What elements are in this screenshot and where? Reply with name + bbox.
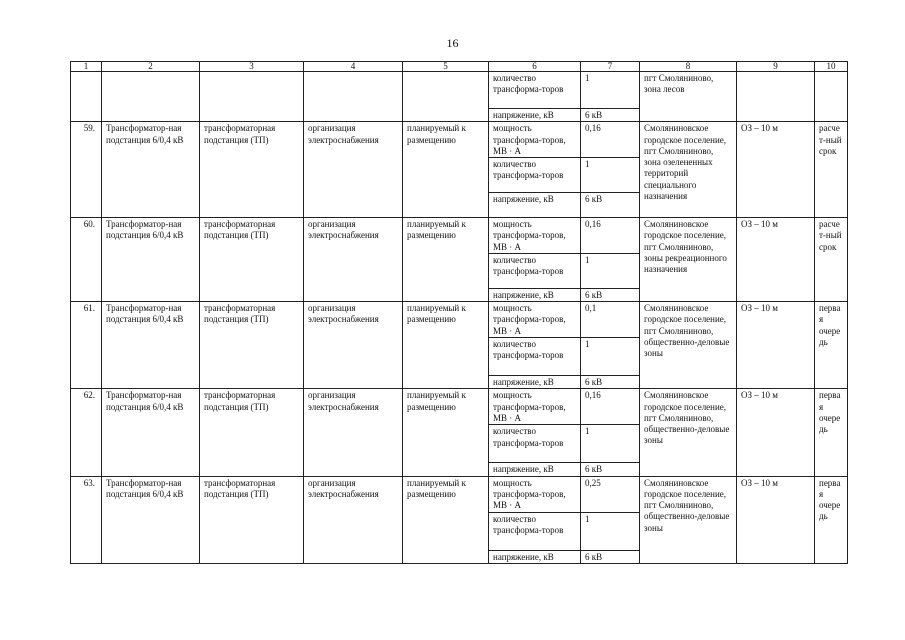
cell-purpose: организация электроснабжения — [304, 218, 403, 302]
cell-status: планируемый к размещению — [403, 218, 489, 302]
table-row — [71, 122, 848, 158]
cell-zone: ОЗ – 10 м — [737, 302, 815, 389]
cell-status: планируемый к размещению — [403, 389, 489, 476]
cell-purpose: организация электроснабжения — [304, 122, 403, 218]
param-label: напряжение, кВ — [489, 288, 581, 301]
cell-type: трансформаторная подстанция (ТП) — [200, 122, 304, 218]
param-label: напряжение, кВ — [489, 109, 581, 122]
cell-num: 61. — [71, 302, 102, 389]
cell-name — [102, 72, 200, 122]
cell-type: трансформаторная подстанция (ТП) — [200, 476, 304, 563]
param-value: 1 — [581, 72, 640, 109]
cell-term: первая очередь — [815, 302, 848, 389]
param-value: 0,16 — [581, 389, 640, 425]
cell-location: Смоляниновское городское поселение, пгт Смоляниново, общественно-деловые зоны — [640, 302, 737, 389]
cell-status: планируемый к размещению — [403, 302, 489, 389]
cell-type — [200, 72, 304, 122]
cell-term: расчет-ный срок — [815, 218, 848, 302]
cell-num: 60. — [71, 218, 102, 302]
table-row — [71, 72, 848, 109]
table-row — [71, 476, 848, 512]
cell-zone: ОЗ – 10 м — [737, 389, 815, 476]
cell-num: 63. — [71, 476, 102, 563]
cell-term: первая очередь — [815, 389, 848, 476]
cell-num: 62. — [71, 389, 102, 476]
param-value: 6 кВ — [581, 550, 640, 563]
page-number: 16 — [446, 36, 459, 50]
column-number: 1 — [71, 62, 102, 72]
param-value: 1 — [581, 425, 640, 463]
cell-zone: ОЗ – 10 м — [737, 122, 815, 218]
cell-term — [815, 72, 848, 122]
cell-name: Трансформатор-ная подстанция 6/0,4 кВ — [102, 302, 200, 389]
cell-location: пгт Смоляниново, зона лесов — [640, 72, 737, 122]
column-number: 5 — [403, 62, 489, 72]
cell-type: трансформаторная подстанция (ТП) — [200, 302, 304, 389]
cell-num: 59. — [71, 122, 102, 218]
column-number: 4 — [304, 62, 403, 72]
cell-name: Трансформатор-ная подстанция 6/0,4 кВ — [102, 389, 200, 476]
param-label: мощность трансформа-торов, МВ · А — [489, 122, 581, 158]
cell-zone: ОЗ – 10 м — [737, 476, 815, 563]
param-value: 1 — [581, 158, 640, 193]
param-label: напряжение, кВ — [489, 376, 581, 389]
column-number: 6 — [489, 62, 581, 72]
cell-location: Смоляниновское городское поселение, пгт Смоляниново, общественно-деловые зоны — [640, 476, 737, 563]
param-label: количество трансформа-торов — [489, 253, 581, 288]
column-number: 9 — [737, 62, 815, 72]
param-label: количество трансформа-торов — [489, 338, 581, 376]
param-label: мощность трансформа-торов, МВ · А — [489, 302, 581, 338]
param-value: 0,25 — [581, 476, 640, 512]
param-label: мощность трансформа-торов, МВ · А — [489, 218, 581, 254]
cell-name: Трансформатор-ная подстанция 6/0,4 кВ — [102, 218, 200, 302]
cell-status: планируемый к размещению — [403, 122, 489, 218]
param-label: количество трансформа-торов — [489, 158, 581, 193]
cell-num — [71, 72, 102, 122]
cell-term: первая очередь — [815, 476, 848, 563]
cell-name: Трансформатор-ная подстанция 6/0,4 кВ — [102, 122, 200, 218]
param-label: количество трансформа-торов — [489, 512, 581, 550]
cell-location: Смоляниновское городское поселение, пгт Смоляниново, зона озелененных территорий специального назначения — [640, 122, 737, 218]
param-value: 0,16 — [581, 122, 640, 158]
param-value: 1 — [581, 253, 640, 288]
cell-purpose — [304, 72, 403, 122]
cell-type: трансформаторная подстанция (ТП) — [200, 218, 304, 302]
cell-status — [403, 72, 489, 122]
column-number-row — [71, 62, 848, 72]
column-number: 10 — [815, 62, 848, 72]
cell-purpose: организация электроснабжения — [304, 302, 403, 389]
param-label: количество трансформа-торов — [489, 425, 581, 463]
cell-location: Смоляниновское городское поселение, пгт Смоляниново, зоны рекреационного назначения — [640, 218, 737, 302]
cell-purpose: организация электроснабжения — [304, 476, 403, 563]
cell-name: Трансформатор-ная подстанция 6/0,4 кВ — [102, 476, 200, 563]
param-value: 1 — [581, 338, 640, 376]
param-label: напряжение, кВ — [489, 550, 581, 563]
param-label: мощность трансформа-торов, МВ · А — [489, 389, 581, 425]
param-value: 6 кВ — [581, 109, 640, 122]
param-value: 6 кВ — [581, 376, 640, 389]
column-number: 3 — [200, 62, 304, 72]
column-number: 2 — [102, 62, 200, 72]
param-value: 0,1 — [581, 302, 640, 338]
param-label: напряжение, кВ — [489, 193, 581, 218]
cell-zone — [737, 72, 815, 122]
param-value: 0,16 — [581, 218, 640, 254]
cell-type: трансформаторная подстанция (ТП) — [200, 389, 304, 476]
cell-status: планируемый к размещению — [403, 476, 489, 563]
table-row — [71, 302, 848, 338]
param-label: мощность трансформа-торов, МВ · А — [489, 476, 581, 512]
cell-location: Смоляниновское городское поселение, пгт Смоляниново, общественно-деловые зоны — [640, 389, 737, 476]
column-number: 8 — [640, 62, 737, 72]
cell-purpose: организация электроснабжения — [304, 389, 403, 476]
param-value: 6 кВ — [581, 193, 640, 218]
param-label: напряжение, кВ — [489, 463, 581, 476]
table-row — [71, 218, 848, 254]
objects-table — [70, 61, 848, 564]
table-row — [71, 389, 848, 425]
column-number: 7 — [581, 62, 640, 72]
param-value: 6 кВ — [581, 288, 640, 301]
cell-term: расчет-ный срок — [815, 122, 848, 218]
param-label: количество трансформа-торов — [489, 72, 581, 109]
cell-zone: ОЗ – 10 м — [737, 218, 815, 302]
param-value: 6 кВ — [581, 463, 640, 476]
param-value: 1 — [581, 512, 640, 550]
